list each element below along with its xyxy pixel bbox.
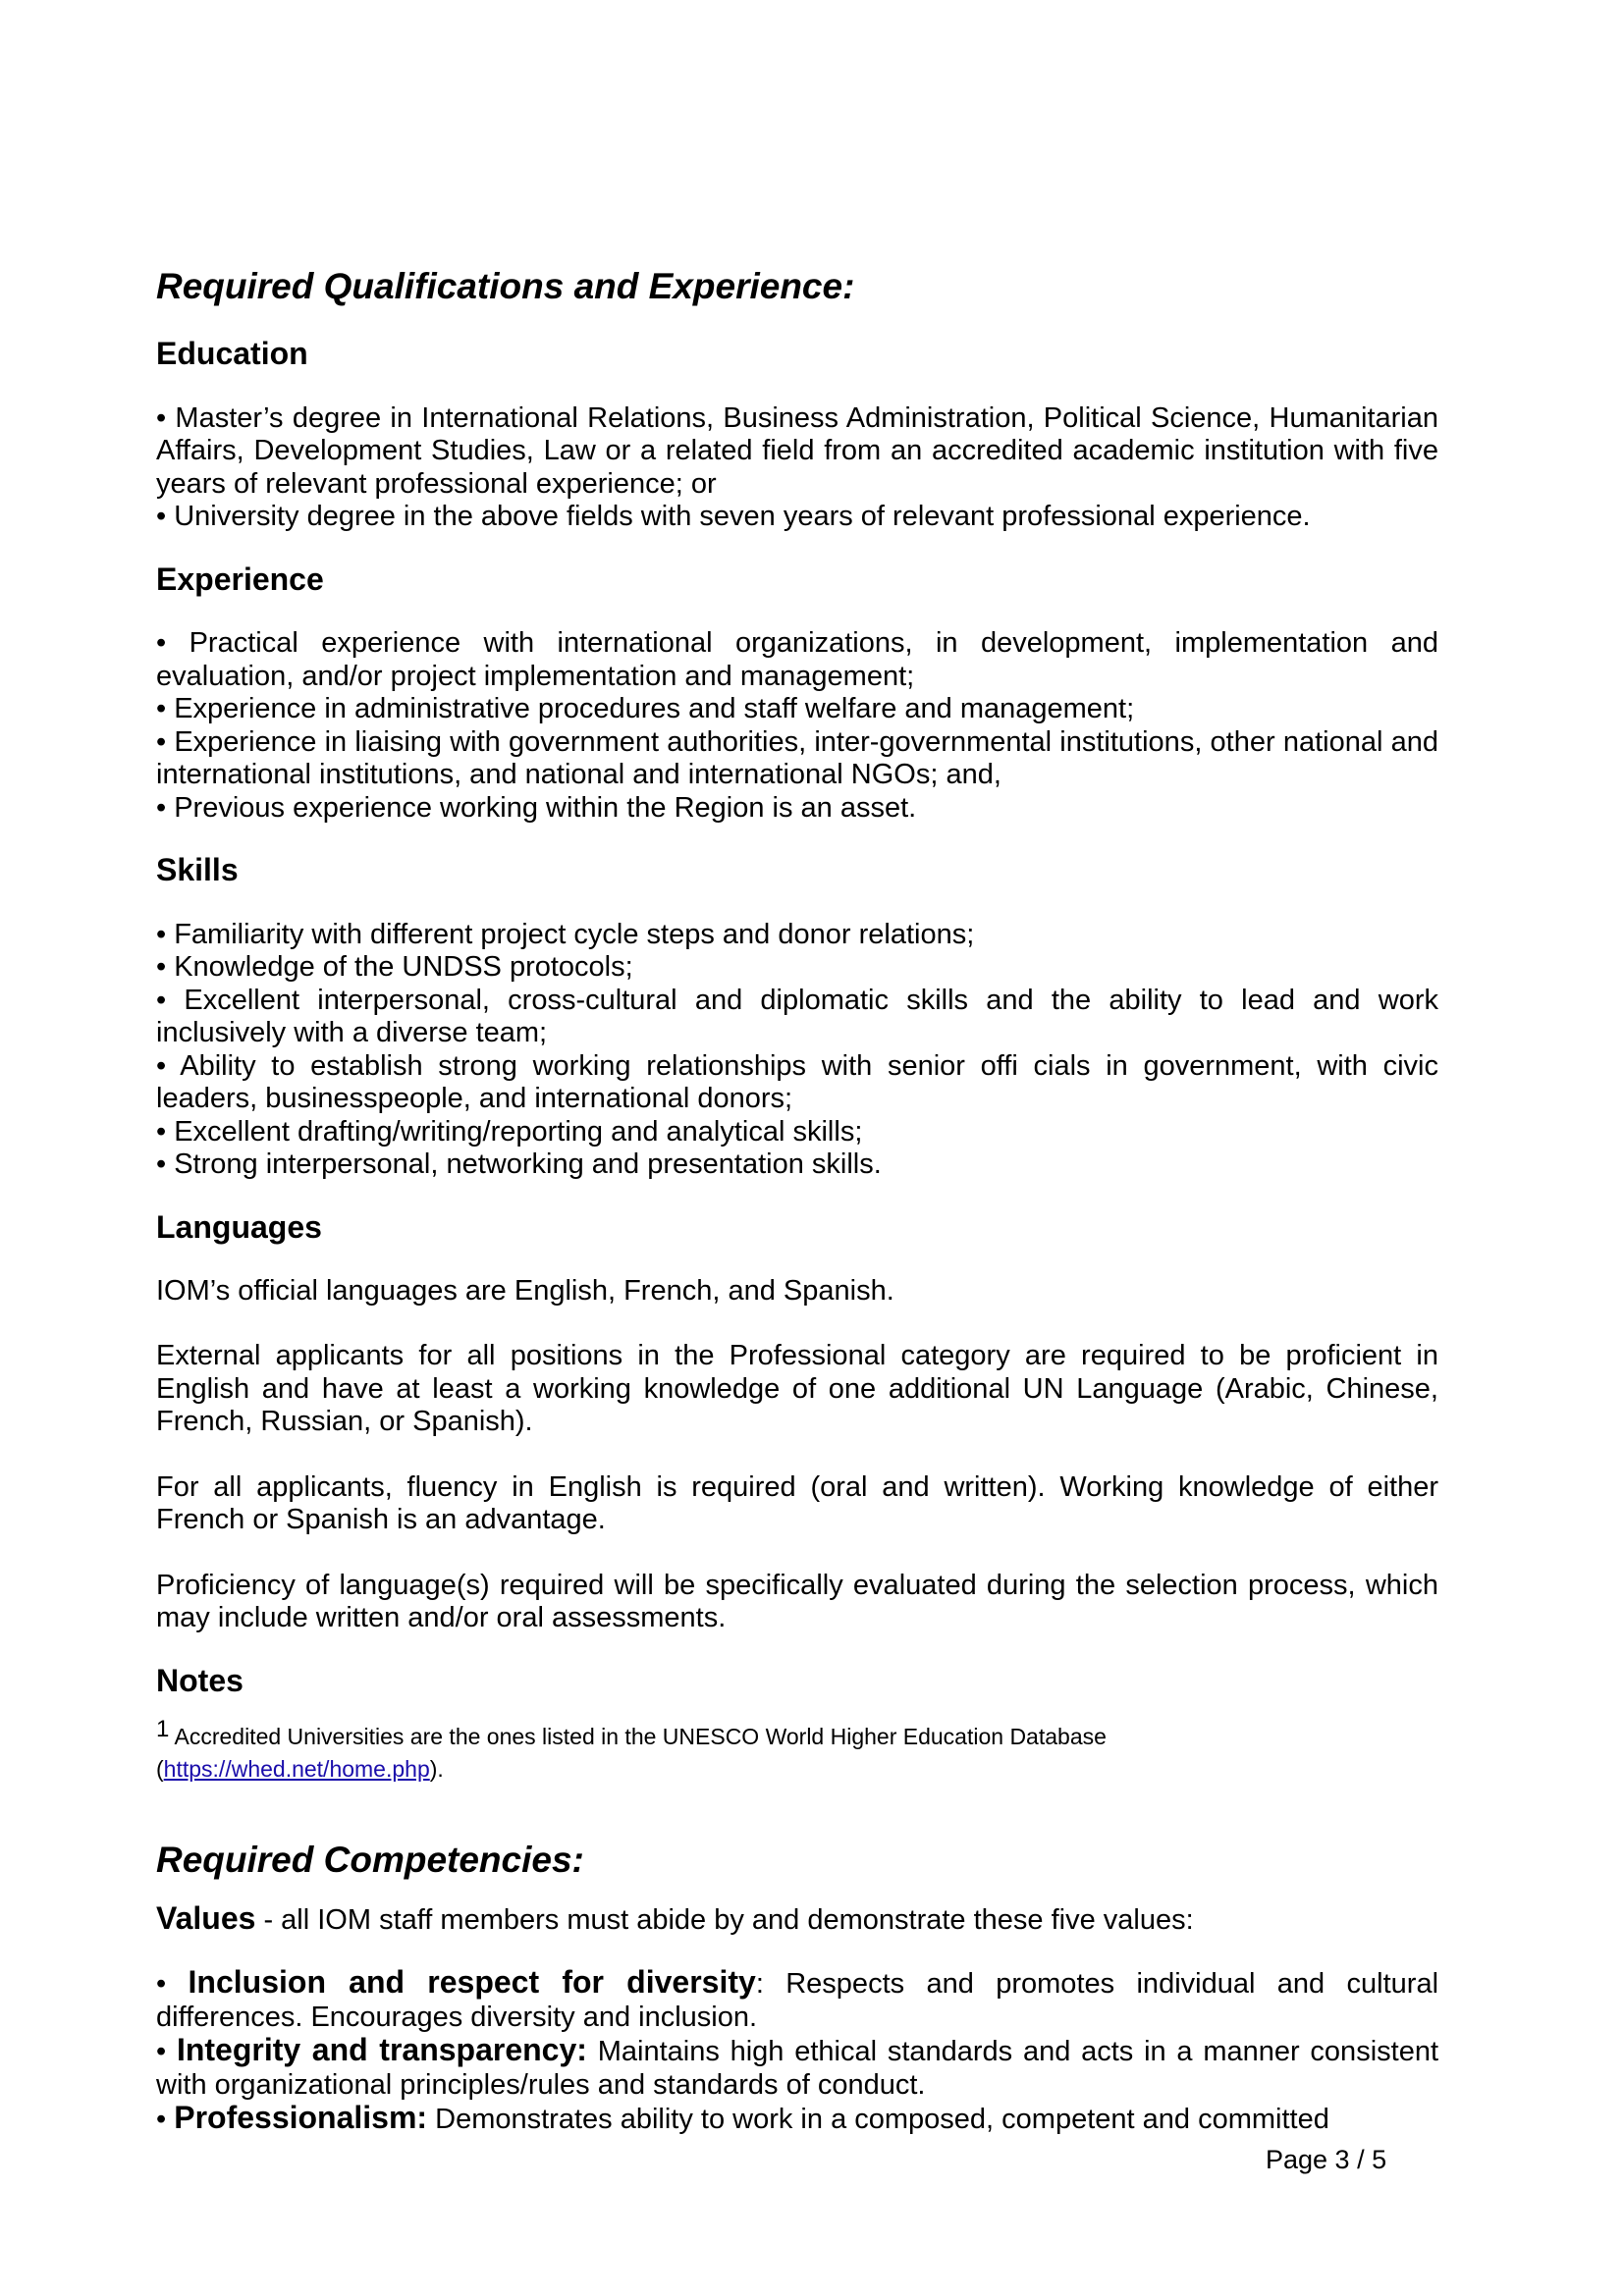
list-item: • Knowledge of the UNDSS protocols; xyxy=(156,951,633,984)
bullet-mark: • xyxy=(156,2104,175,2136)
experience-heading: Experience xyxy=(156,561,324,597)
page-number: Page 3 / 5 xyxy=(1266,2145,1387,2174)
languages-paragraph: For all applicants, fluency in English is required (oral and written). Working knowledge of either French or Spanish is an advantage. xyxy=(156,1470,1438,1536)
values-intro xyxy=(156,1899,1438,1938)
footnote-link-line xyxy=(156,1753,1438,1786)
list-item xyxy=(156,2102,1438,2137)
list-item: • Practical experience with international organizations, in development, implementation and evaluation, and/or project implementation and management; xyxy=(156,627,1438,692)
values-lead: Values xyxy=(156,1899,256,1936)
list-item: • Experience in administrative procedures and staff welfare and management; xyxy=(156,693,1135,725)
footnote-mark: 1 xyxy=(156,1716,170,1743)
whed-link[interactable]: https://whed.net/home.php xyxy=(163,1756,430,1783)
list-item: • University degree in the above fields with seven years of relevant professional experience. xyxy=(156,501,1311,533)
education-list xyxy=(156,402,1438,534)
education-heading: Education xyxy=(156,336,308,372)
values-list xyxy=(156,1966,1438,2137)
value-name: Inclusion and respect for diversity xyxy=(188,1964,756,2001)
languages-paragraph: Proficiency of language(s) required will be specifically evaluated during the selection process, which may include written and/or oral assessments. xyxy=(156,1569,1438,1634)
list-item: • Familiarity with different project cycle steps and donor relations; xyxy=(156,918,975,950)
list-item xyxy=(156,1966,1438,2034)
value-name: Professionalism: xyxy=(174,2100,428,2136)
value-text: Maintains high ethical standards and acts in a manner consistent with organizational principles/rules and standards of conduct. xyxy=(156,2036,1439,2101)
list-item: • Strong interpersonal, networking and presentation skills. xyxy=(156,1148,882,1181)
list-item: • Excellent interpersonal, cross-cultural and diplomatic skills and the ability to lead and work inclusively with a diverse team; xyxy=(156,984,1438,1049)
list-item: • Previous experience working within the Region is an asset. xyxy=(156,791,917,824)
footnote-text: Accredited Universities are the ones listed in the UNESCO World Higher Education Database xyxy=(169,1724,1107,1750)
bullet-mark: • xyxy=(156,1968,189,2001)
link-close-paren: ). xyxy=(429,1756,444,1783)
notes-heading: Notes xyxy=(156,1662,243,1698)
link-open-paren: ( xyxy=(156,1756,164,1783)
bullet-mark: • xyxy=(156,2036,177,2068)
document-page xyxy=(156,265,1438,2137)
skills-list xyxy=(156,919,1438,1182)
list-item: • Master’s degree in International Relations, Business Administration, Political Science, Humanitarian Affairs, Development Studies, Law or a related field from an accredited academic institution with five years of relevant professional experience; or xyxy=(156,401,1438,500)
values-intro-text: - all IOM staff members must abide by and demonstrate these five values: xyxy=(255,1903,1194,1936)
competencies-title: Required Competencies: xyxy=(156,1840,584,1881)
qualifications-title: Required Qualifications and Experience: xyxy=(156,266,855,306)
list-item: • Excellent drafting/writing/reporting and analytical skills; xyxy=(156,1115,863,1148)
skills-heading: Skills xyxy=(156,852,239,888)
list-item: • Ability to establish strong working relationships with senior offi cials in government, with civic leaders, businesspeople, and international donors; xyxy=(156,1049,1438,1115)
experience-list xyxy=(156,627,1438,825)
value-text: Demonstrates ability to work in a composed, competent and committed xyxy=(427,2104,1329,2136)
value-name: Integrity and transparency: xyxy=(176,2032,587,2068)
footnote xyxy=(156,1716,1438,1753)
languages-paragraph: External applicants for all positions in the Professional category are required to be proficient in English and have at least a working knowledge of one additional UN Language (Arabic, Chinese, French, Russian, or Spanish). xyxy=(156,1340,1438,1438)
list-item xyxy=(156,2034,1438,2102)
languages-heading: Languages xyxy=(156,1208,322,1245)
list-item: • Experience in liaising with government authorities, inter-governmental institutions, other national and international institutions, and national and international NGOs; and, xyxy=(156,725,1438,791)
value-text: : Respects and promotes individual and cultural differences. Encourages diversity and inclusion. xyxy=(156,1968,1439,2033)
languages-paragraph: IOM’s official languages are English, French, and Spanish. xyxy=(156,1274,894,1307)
